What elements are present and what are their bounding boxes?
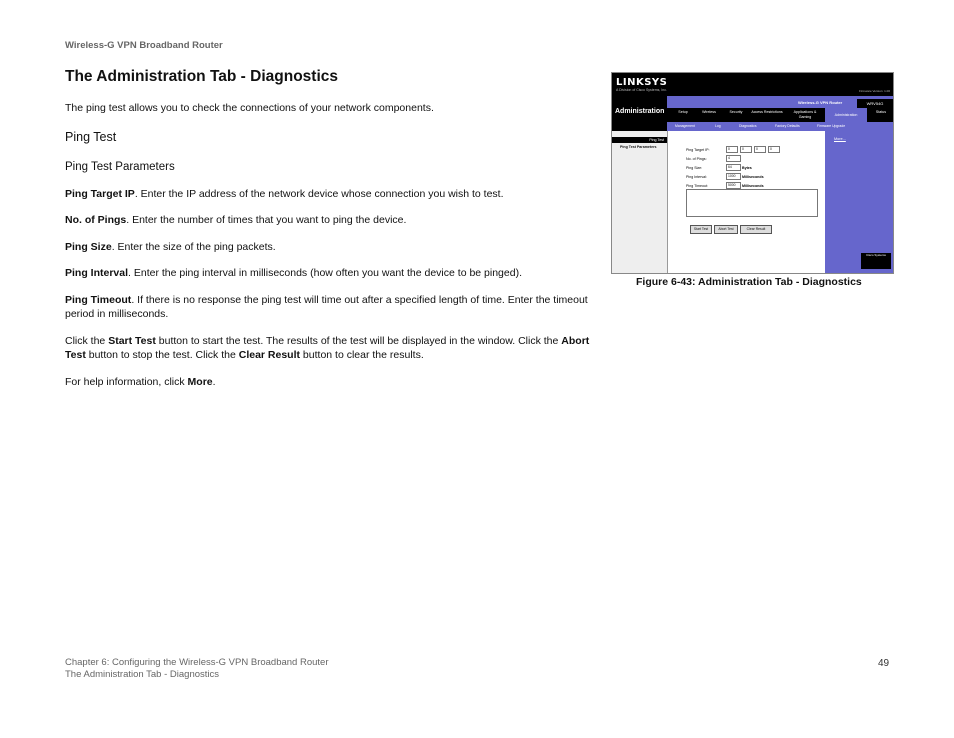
param-term: Ping Size	[65, 241, 112, 253]
timeout-label: Ping Timeout:	[686, 184, 708, 188]
param-term: Ping Timeout	[65, 294, 132, 306]
tab-access-restrictions[interactable]: Access Restrictions	[751, 110, 783, 114]
subtab-diagnostics[interactable]: Diagnostics	[739, 124, 757, 128]
param-ping-interval	[65, 266, 590, 280]
param-desc: . Enter the number of times that you want to ping the device.	[126, 214, 407, 226]
param-desc: . Enter the ping interval in milliseconds (how often you want the device to be pinged).	[128, 267, 522, 279]
section-heading: Ping Test	[65, 130, 117, 144]
subtab-factory-defaults[interactable]: Factory Defaults	[775, 124, 800, 128]
footer	[65, 657, 329, 681]
param-ping-target	[65, 187, 590, 201]
subtab-management[interactable]: Management	[675, 124, 695, 128]
interval-input[interactable]: 1000	[726, 173, 741, 180]
size-unit: Bytes	[742, 166, 752, 170]
menu-heading-text: Ping Test	[649, 138, 664, 142]
clear-result-button[interactable]: Clear Result	[740, 225, 772, 234]
tab-administration[interactable]: Administration	[825, 108, 867, 122]
more-term: More	[187, 376, 213, 388]
text-run: button to stop the test. Click the	[85, 349, 239, 361]
subtab-firmware-upgrade[interactable]: Firmware Upgrade	[817, 124, 846, 128]
results-textarea[interactable]	[686, 189, 818, 217]
firmware-version: Firmware Version: 1.00	[859, 89, 890, 93]
size-label: Ping Size:	[686, 166, 703, 170]
interval-unit: Milliseconds	[742, 175, 764, 179]
timeout-input[interactable]: 5000	[726, 182, 741, 189]
help-paragraph	[65, 375, 590, 389]
param-no-of-pings	[65, 213, 590, 227]
tab-security[interactable]: Security	[729, 110, 743, 114]
product-name: Wireless-G VPN Router	[798, 100, 843, 105]
text-run: Click the	[65, 335, 109, 347]
menu-label: Ping Test Parameters	[620, 145, 657, 149]
text-run: button to start the test. The results of the test will be displayed in the window. Click the	[155, 335, 562, 347]
logo-subtitle: A Division of Cisco Systems, Inc.	[616, 88, 667, 92]
buttons-paragraph	[65, 334, 590, 362]
page-title: The Administration Tab - Diagnostics	[65, 68, 338, 85]
abort-test-button[interactable]: Abort Test	[714, 225, 738, 234]
router-screenshot	[611, 72, 894, 274]
pings-input[interactable]: 4	[726, 155, 741, 162]
text-run: button to clear the results.	[300, 349, 424, 361]
target-ip-octet-1[interactable]: 0	[726, 146, 738, 153]
tab-setup[interactable]: Setup	[678, 110, 688, 114]
tab-status[interactable]: Status	[875, 110, 887, 114]
clear-result-term: Clear Result	[238, 349, 301, 361]
pings-label: No. of Pings:	[686, 157, 707, 161]
target-ip-octet-4[interactable]: 0	[768, 146, 780, 153]
interval-label: Ping Interval:	[686, 175, 707, 179]
timeout-unit: Milliseconds	[742, 184, 764, 188]
running-header: Wireless-G VPN Broadband Router	[65, 40, 223, 51]
target-ip-octet-3[interactable]: 0	[754, 146, 766, 153]
target-ip-label: Ping Target IP:	[686, 148, 710, 152]
param-desc: . Enter the size of the ping packets.	[111, 241, 276, 253]
subtab-log[interactable]: Log	[715, 124, 721, 128]
footer-section: The Administration Tab - Diagnostics	[65, 669, 220, 680]
target-ip-octet-2[interactable]: 0	[740, 146, 752, 153]
param-desc: . Enter the IP address of the network device whose connection you wish to test.	[134, 188, 504, 200]
tab-applications-gaming[interactable]: Applications & Gaming	[793, 110, 817, 119]
tab-wireless[interactable]: Wireless	[702, 110, 716, 114]
param-term: No. of Pings	[65, 214, 127, 226]
start-test-button[interactable]: Start Test	[690, 225, 712, 234]
more-link[interactable]: More...	[834, 137, 846, 141]
help-column	[825, 131, 893, 273]
menu-heading	[612, 137, 667, 143]
sub-tabs	[667, 122, 893, 131]
left-menu-column	[612, 131, 667, 273]
text-run: For help information, click	[65, 376, 188, 388]
main-tabs	[667, 108, 893, 122]
param-ping-size	[65, 240, 590, 254]
intro-paragraph: The ping test allows you to check the connections of your network components.	[65, 102, 434, 114]
text-run: .	[212, 376, 216, 388]
param-term: Ping Target IP	[65, 188, 135, 200]
footer-chapter: Chapter 6: Configuring the Wireless-G VPN Broadband Router	[65, 657, 329, 668]
section-label: Administration	[615, 108, 665, 115]
abort-test-term: Abort Test	[65, 335, 590, 361]
param-ping-timeout	[65, 293, 590, 321]
start-test-term: Start Test	[108, 335, 156, 347]
cisco-logo: Cisco Systems	[861, 253, 891, 269]
section-label-box	[612, 96, 667, 131]
size-input[interactable]: 64	[726, 164, 741, 171]
subsection-heading: Ping Test Parameters	[65, 161, 175, 173]
param-desc: . If there is no response the ping test will time out after a specified length of time. Enter the timeout period in milliseconds.	[65, 294, 588, 320]
figure-caption: Figure 6-43: Administration Tab - Diagnostics	[636, 276, 862, 288]
page-number: 49	[878, 658, 890, 669]
param-term: Ping Interval	[65, 267, 129, 279]
model-name: WRV54G	[857, 99, 893, 108]
linksys-logo: LINKSYS	[616, 77, 668, 88]
